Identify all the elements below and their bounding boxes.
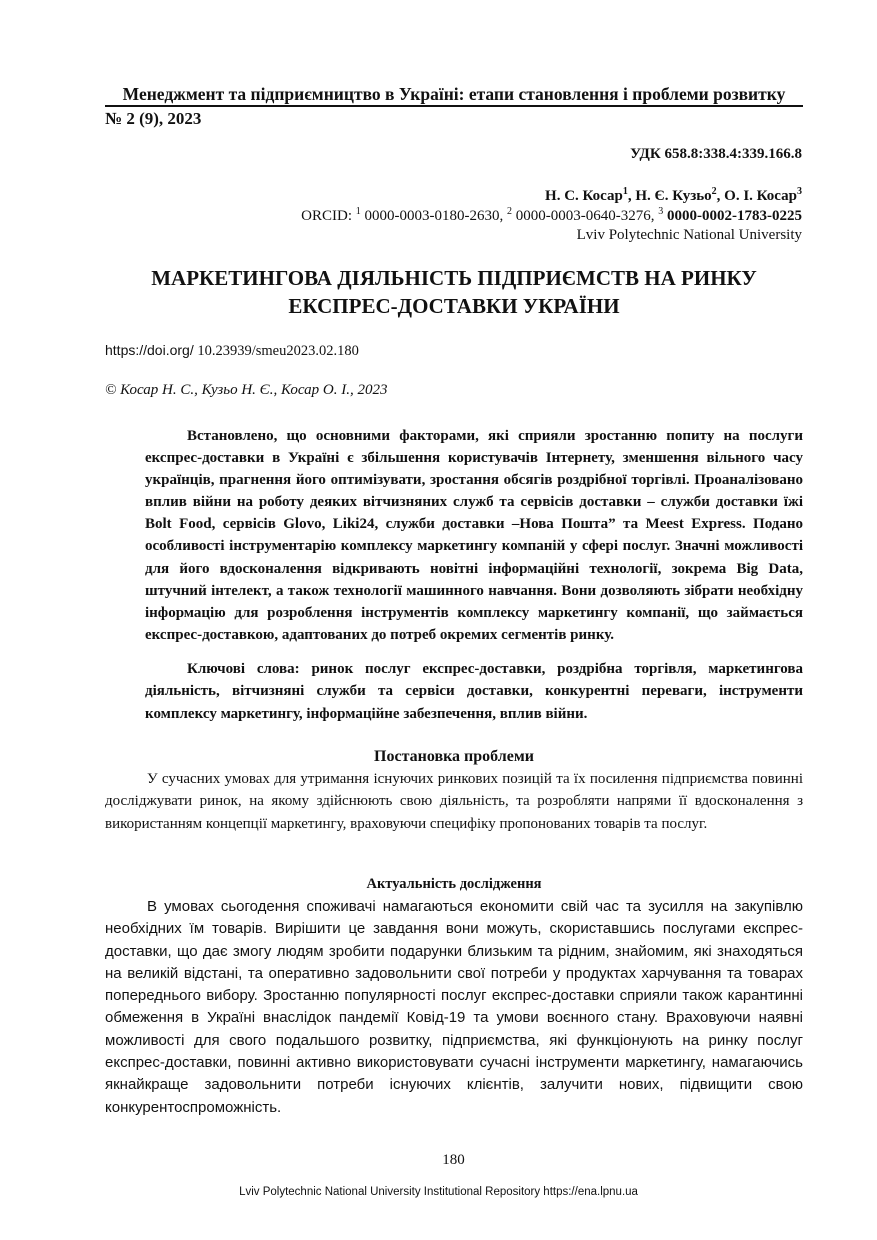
orcid-line: ORCID: $^1$ 0000-0003-0180-2630, $^2$ 0000-0003-0640-3276, $^3$ 0000-0002-1783-0225 bbox=[301, 206, 802, 224]
page-number: 180 bbox=[442, 1152, 465, 1168]
author-superscript: 1 bbox=[622, 186, 628, 197]
section-heading-relevance: Актуальність дослідження bbox=[366, 876, 542, 892]
orcid-id[interactable]: 0000-0003-0180-2630 bbox=[364, 208, 500, 224]
repository-footer: Lviv Polytechnic National University Institutional Repository https://ena.lpnu.ua bbox=[239, 1186, 638, 1198]
title-line: МАРКЕТИНГОВА ДІЯЛЬНІСТЬ ПІДПРИЄМСТВ НА РИНКУ bbox=[151, 266, 757, 290]
doi-value[interactable]: 10.23939/smeu2023.02.180 bbox=[197, 343, 359, 359]
udc-code: УДК 658.8:338.4:339.166.8 bbox=[630, 146, 802, 162]
section-heading-problem: Постановка проблеми bbox=[374, 748, 534, 765]
doi-line bbox=[105, 342, 359, 360]
keywords-text: Ключові слова: ринок послуг експрес-доставки, роздрібна торгівля, маркетингова діяльність, вітчизняні служби та сервіси доставки, конкурентні переваги, інструменти комплексу маркетингу, інформаційне забезпечення, вплив війни. bbox=[145, 661, 803, 722]
section-body-problem bbox=[105, 768, 803, 835]
journal-title: Менеджмент та підприємництво в Україні: етапи становлення і проблеми розвитку bbox=[122, 84, 786, 104]
paragraph: У сучасних умовах для утримання існуючих ринкових позицій та їх посилення підприємства повинні досліджувати ринок, на якому здійснюють свою діяльність, та розробляти напрями її вдосконалення з використанням концепції маркетингу, враховуючи специфіку пропонованих товарів та послуг. bbox=[105, 771, 803, 832]
copyright: © Косар Н. С., Кузьо Н. Є., Косар О. І., 2023 bbox=[105, 382, 388, 398]
section-body-relevance bbox=[105, 896, 803, 1119]
paragraph: В умовах сьогодення споживачі намагаються економити свій час та зусилля на закупівлю необхідних їм товарів. Вирішити це завдання вони можуть, скориставшись послугами експрес-доставки, що дає змогу людям зробити подарунки близьким та рідним, знайомим, які знаходяться на великій відстані, та оперативно задовольнити свої потреби у продуктах харчування та товарах попереднього вибору. Зростанню популярності послуг експрес-доставки сприяли також карантинні обмеження в Україні внаслідок пандемії Ковід-19 та умови воєнного стану. Враховуючи наявні можливості для свого подальшого розвитку, підприємства, які функціонують на ринку послуг експрес-доставки, повинні активно використовувати сучасні інструменти маркетингу, намагаючись якнайкраще задовольнити потреби існуючих клієнтів, залучити нових, підвищити свою конкурентоспроможність. bbox=[105, 898, 803, 1116]
title-line: ЕКСПРЕС-ДОСТАВКИ УКРАЇНИ bbox=[288, 294, 620, 318]
authors bbox=[545, 186, 802, 205]
author-superscript: 3 bbox=[797, 186, 802, 197]
abstract-text: Встановлено, що основними факторами, які сприяли зростанню попиту на послуги експрес-доставки в Україні є збільшення користувачів Інтернету, зменшення вільного часу українців, прагнення його оптимізувати, зростання обсягів роздрібної торгівлі. Проаналізовано вплив війни на роботу деяких вітчизняних служб та сервісів доставки – служби доставки їжі Bolt Food, сервісів Glovo, Liki24, служби доставки –Нова Пошта” та Meest Express. Подано особливості інструментарію комплексу маркетингу компаній у сфері послуг. Значні можливості для його вдосконалення відкривають новітні інформаційні технології, зокрема Big Data, штучний інтелект, а також технології машинного навчання. Вони дозволяють зібрати необхідну інформацію для розроблення інструментів комплексу маркетингу компанії, що займається експрес-доставкою, адаптованих до потреб окремих сегментів ринку. bbox=[145, 428, 803, 643]
orcid-superscript: 3 bbox=[658, 206, 664, 217]
author-separator: , bbox=[716, 188, 725, 204]
orcid-superscript: 2 bbox=[507, 206, 512, 217]
author-name: Н. Є. Кузьо bbox=[635, 188, 712, 204]
author-separator: , bbox=[627, 188, 636, 204]
orcid-label: ORCID: bbox=[301, 208, 356, 224]
author-name: Н. С. Косар bbox=[545, 188, 623, 204]
orcid-id[interactable]: 0000-0003-0640-3276 bbox=[515, 208, 651, 224]
doi-prefix[interactable]: https://doi.org/ bbox=[105, 342, 194, 358]
orcid-id[interactable]: 0000-0002-1783-0225 bbox=[667, 208, 802, 224]
abstract bbox=[145, 425, 803, 646]
issue-number: № 2 (9), 2023 bbox=[105, 109, 202, 128]
header-rule bbox=[105, 105, 803, 107]
orcid-superscript: 1 bbox=[355, 206, 361, 217]
affiliation: Lviv Polytechnic National University bbox=[576, 227, 802, 243]
author-name: О. І. Косар bbox=[724, 188, 797, 204]
keywords bbox=[145, 658, 803, 725]
article-title bbox=[105, 264, 803, 320]
author-superscript: 2 bbox=[711, 186, 717, 197]
